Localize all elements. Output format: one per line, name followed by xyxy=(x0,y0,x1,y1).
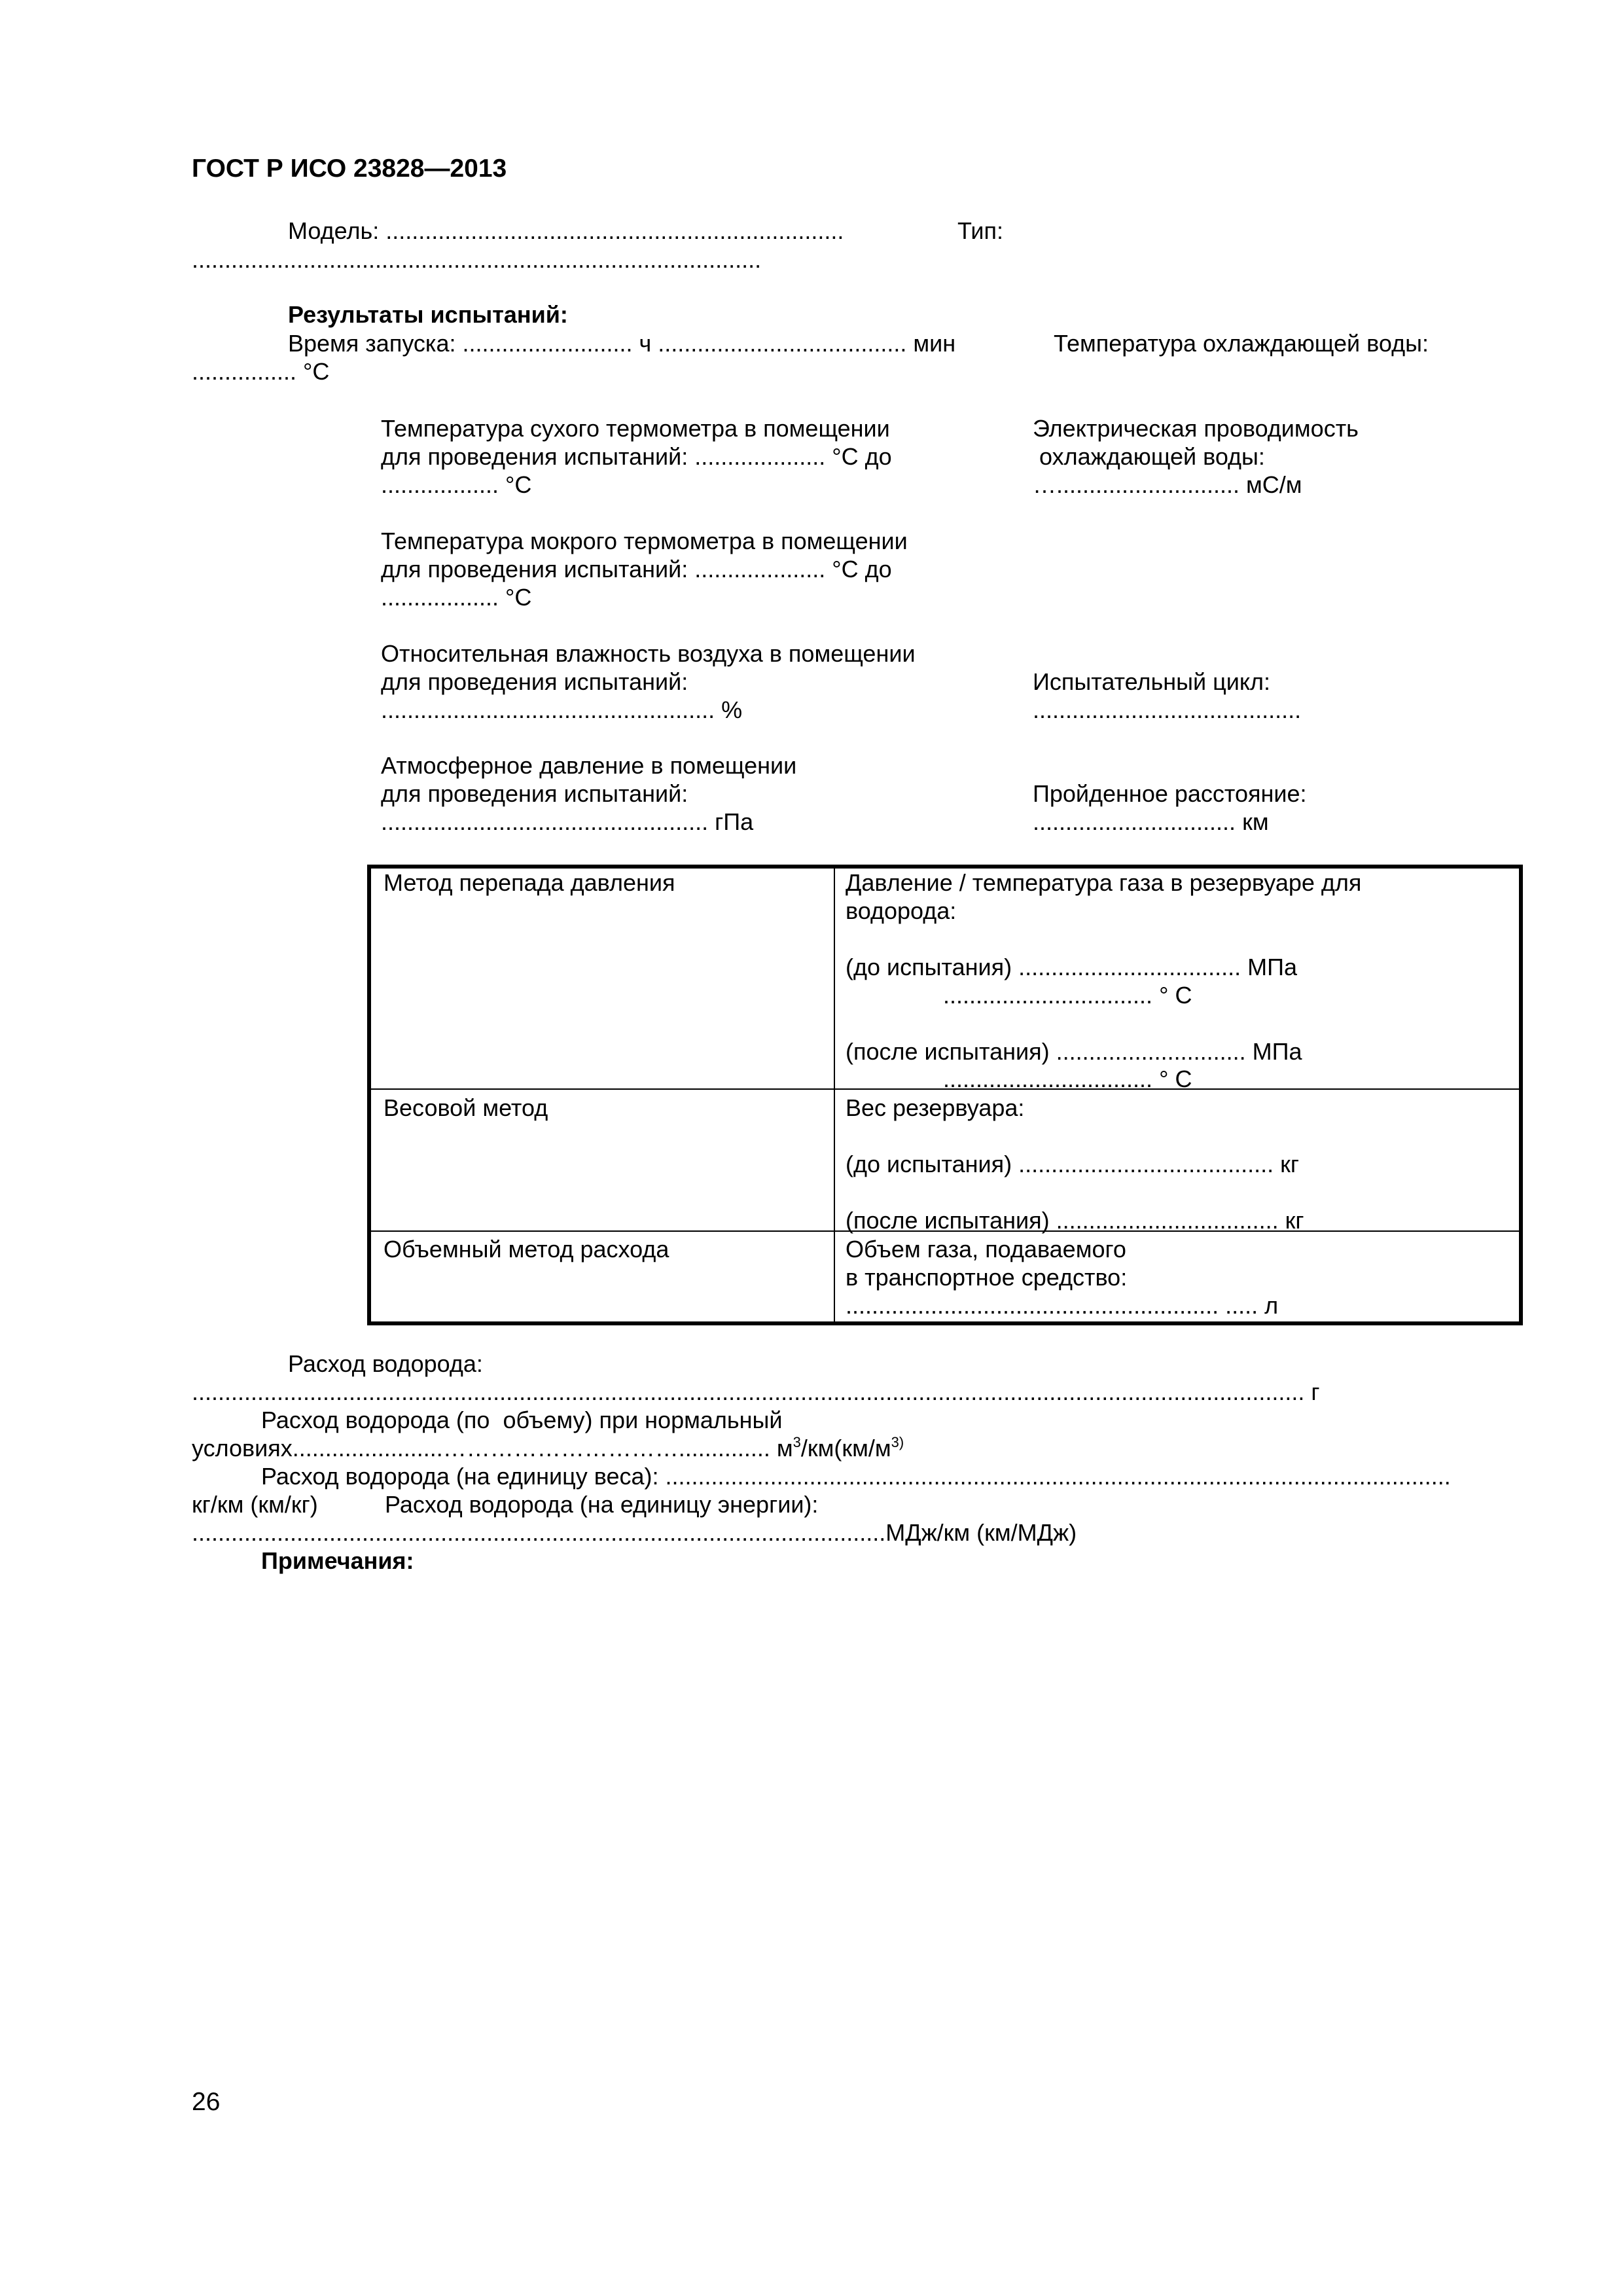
humidity-line-2: для проведения испытаний: xyxy=(381,668,688,695)
table-cell-line: ......................................................... ..... л xyxy=(846,1292,1279,1319)
weight-consumption-field: Расход водорода (на единицу веса): ........................................................................................................................ xyxy=(261,1463,1451,1490)
coolant-temp-field: ................ °С xyxy=(192,358,330,385)
table-cell-line: (до испытания) .................................. МПа xyxy=(846,954,1298,980)
method-volumetric-flow: Объемный метод расхода xyxy=(383,1236,669,1263)
table-cell-line: (после испытания) .................................. кг xyxy=(846,1207,1304,1234)
page-number: 26 xyxy=(192,2088,221,2116)
table-cell-line: Объем газа, подаваемого xyxy=(846,1236,1126,1263)
measurement-methods-table xyxy=(367,865,1523,1325)
distance-field: ............................... км xyxy=(1033,808,1269,835)
table-cell-line: Вес резервуара: xyxy=(846,1094,1025,1121)
hydrogen-consumption-field: .......................................................................................................................................................................... г xyxy=(192,1378,1320,1405)
table-column-divider xyxy=(834,869,835,1321)
table-cell-line: (после испытания) ............................. МПа xyxy=(846,1038,1302,1065)
pressure-line-2: для проведения испытаний: xyxy=(381,780,688,807)
model-field: Модель: ...................................................................... xyxy=(288,217,844,244)
test-cycle-label: Испытательный цикл: xyxy=(1033,668,1270,695)
dry-bulb-line-2: для проведения испытаний: .................... °С до xyxy=(381,443,892,470)
table-cell-line: водорода: xyxy=(846,897,957,924)
method-weight: Весовой метод xyxy=(383,1094,548,1121)
start-time-field: Время запуска: .......................... ч ...................................... мин xyxy=(288,330,956,357)
volume-consumption-line-2: условиях.......................………………………….............. $м^3/км(км/м^{3)}$ xyxy=(192,1434,904,1462)
humidity-line-1: Относительная влажность воздуха в помещении xyxy=(381,640,916,667)
hydrogen-consumption-label: Расход водорода: xyxy=(288,1350,483,1377)
test-cycle-field: ......................................... xyxy=(1033,696,1302,723)
type-label: Тип: xyxy=(957,217,1004,244)
dry-bulb-line-3: .................. °С xyxy=(381,471,532,498)
notes-heading: Примечания: xyxy=(261,1547,414,1574)
conductivity-line-3: …............................ мС/м xyxy=(1033,471,1302,498)
volume-consumption-line-1: Расход водорода (по объему) при нормальный xyxy=(261,1407,783,1433)
conductivity-line-1: Электрическая проводимость xyxy=(1033,415,1359,442)
results-heading: Результаты испытаний: xyxy=(288,301,568,328)
conductivity-line-2: охлаждающей воды: xyxy=(1033,443,1265,470)
coolant-temp-label: Температура охлаждающей воды: xyxy=(1054,330,1429,357)
table-cell-line: (до испытания) ....................................... кг xyxy=(846,1151,1300,1177)
energy-consumption-field: ..........................................................................................................МДж/км (км/МДж) xyxy=(192,1519,1077,1546)
wet-bulb-line-1: Температура мокрого термометра в помещении xyxy=(381,528,908,554)
wet-bulb-line-2: для проведения испытаний: .................... °С до xyxy=(381,556,892,583)
dry-bulb-line-1: Температура сухого термометра в помещении xyxy=(381,415,890,442)
wet-bulb-line-3: .................. °С xyxy=(381,584,532,611)
method-pressure-difference: Метод перепада давления xyxy=(383,869,675,896)
document-header: ГОСТ Р ИСО 23828—2013 xyxy=(192,154,507,183)
table-cell-line: ................................ ° С xyxy=(943,982,1192,1009)
table-cell-line: ................................ ° С xyxy=(943,1066,1192,1092)
pressure-line-1: Атмосферное давление в помещении xyxy=(381,752,797,779)
table-cell-line: Давление / температура газа в резервуаре для xyxy=(846,869,1362,896)
table-cell-line: в транспортное средство: xyxy=(846,1264,1128,1291)
pressure-line-3: .................................................. гПа xyxy=(381,808,754,835)
distance-label: Пройденное расстояние: xyxy=(1033,780,1307,807)
humidity-line-3: ................................................... % xyxy=(381,696,743,723)
type-field: ....................................................................................... xyxy=(192,246,762,273)
weight-consumption-units: кг/км (км/кг) xyxy=(192,1491,318,1518)
energy-consumption-label: Расход водорода (на единицу энергии): xyxy=(385,1491,819,1518)
